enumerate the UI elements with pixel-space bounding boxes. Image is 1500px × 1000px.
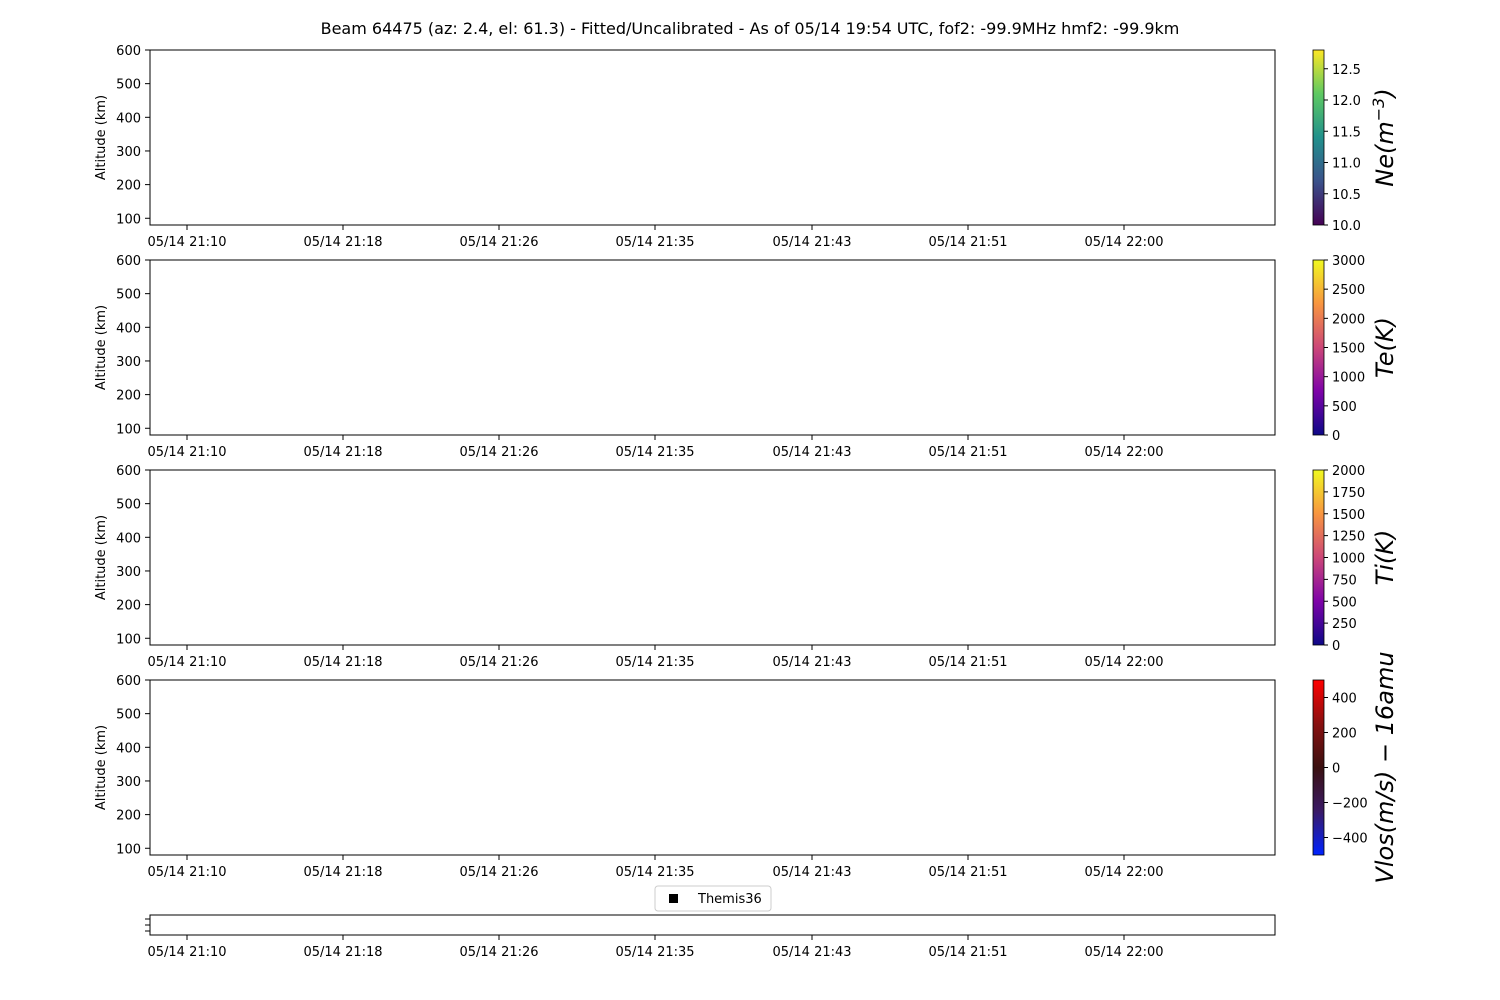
y-tick-label: 100 [116,842,141,858]
legend-marker-square [669,894,678,903]
colorbar-tick-label: 750 [1332,573,1357,589]
y-tick-label: 600 [116,464,141,479]
x-tick-label: 05/14 21:26 [459,445,539,460]
x-tick-label: 05/14 21:26 [459,865,539,880]
y-tick-label: 400 [116,531,141,547]
x-tick-label: 05/14 21:35 [615,945,695,960]
colorbar-tick-label: 11.5 [1332,125,1361,141]
y-tick-label: 500 [116,497,141,513]
y-tick-label: 400 [116,741,141,757]
y-tick-label: 300 [116,144,141,160]
x-tick-label: 05/14 21:26 [459,235,539,250]
colorbar [1313,50,1324,225]
y-tick-label: 200 [116,808,141,824]
bottom-strip-panel [145,915,1275,960]
y-axis-label: Altitude (km) [94,724,109,811]
x-tick-label: 05/14 21:35 [615,235,695,250]
x-tick-label: 05/14 21:51 [928,445,1008,460]
y-axis-label: Altitude (km) [94,514,109,601]
x-tick-label: 05/14 21:51 [928,865,1008,880]
x-tick-label: 05/14 21:43 [772,865,852,880]
colorbar [1313,260,1324,435]
colorbar [1313,470,1324,645]
x-tick-label: 05/14 21:26 [459,945,539,960]
y-tick-label: 100 [116,422,141,438]
colorbar-tick-label: 2500 [1332,283,1366,299]
y-tick-label: 300 [116,774,141,790]
y-tick-label: 500 [116,287,141,303]
colorbar-tick-label: 0 [1332,761,1341,777]
y-tick-label: 200 [116,388,141,404]
y-tick-label: 200 [116,598,141,614]
colorbar-tick-label: 400 [1332,691,1357,707]
y-tick-label: 400 [116,111,141,127]
colorbar-tick-label: 2000 [1332,312,1366,328]
x-tick-label: 05/14 21:51 [928,945,1008,960]
plot-area [150,260,1275,435]
y-tick-label: 300 [116,354,141,370]
x-tick-label: 05/14 22:00 [1084,655,1164,670]
colorbar-tick-label: 1500 [1332,507,1366,523]
colorbar-tick-label: 12.0 [1332,94,1361,109]
colorbar-label: Vlos(m/s) − 16amu [1371,651,1399,884]
chart-title: Beam 64475 (az: 2.4, el: 61.3) - Fitted/Uncalibrated - As of 05/14 19:54 UTC, fof2: -99.9MHz hmf2: -99.9km [320,19,1180,38]
plot-area [150,50,1275,225]
x-tick-label: 05/14 22:00 [1084,865,1164,880]
plot-area [150,680,1275,855]
x-tick-label: 05/14 21:43 [772,445,852,460]
y-tick-label: 100 [116,212,141,228]
x-tick-label: 05/14 21:10 [147,445,227,460]
x-tick-label: 05/14 21:18 [303,655,383,670]
x-tick-label: 05/14 21:43 [772,655,852,670]
colorbar-label [1369,88,1399,186]
colorbar-tick-label: 1000 [1332,370,1366,386]
y-tick-label: 600 [116,44,141,59]
y-tick-label: 400 [116,321,141,337]
panels [94,44,1399,884]
colorbar-tick-label: 10.5 [1332,187,1361,203]
colorbar-label-close: ) [1371,88,1399,98]
plot-area [150,470,1275,645]
x-tick-label: 05/14 21:43 [772,945,852,960]
x-tick-label: 05/14 21:51 [928,235,1008,250]
colorbar-label: Ti(K) [1371,529,1399,586]
legend-label: Themis36 [698,892,762,907]
x-tick-label: 05/14 22:00 [1084,235,1164,250]
x-tick-label: 05/14 22:00 [1084,945,1164,960]
y-tick-label: 600 [116,674,141,689]
colorbar-tick-label: 500 [1332,399,1357,415]
x-tick-label: 05/14 22:00 [1084,445,1164,460]
x-tick-label: 05/14 21:43 [772,235,852,250]
colorbar-label-exponent: −3 [1369,97,1388,122]
y-tick-label: 200 [116,178,141,194]
x-tick-label: 05/14 21:18 [303,945,383,960]
colorbar-tick-label: 10.0 [1332,219,1361,234]
x-tick-label: 05/14 21:18 [303,445,383,460]
x-tick-label: 05/14 21:26 [459,655,539,670]
x-tick-label: 05/14 21:10 [147,865,227,880]
colorbar-tick-label: 3000 [1332,254,1366,269]
x-tick-label: 05/14 21:51 [928,655,1008,670]
colorbar-tick-label: 12.5 [1332,62,1361,78]
x-tick-label: 05/14 21:10 [147,945,227,960]
colorbar-tick-label: 500 [1332,595,1357,611]
colorbar [1313,680,1324,855]
colorbar-tick-label: 250 [1332,617,1357,633]
x-tick-label: 05/14 21:10 [147,235,227,250]
colorbar-tick-label: 0 [1332,429,1341,444]
colorbar-tick-label: 1750 [1332,485,1366,501]
y-tick-label: 500 [116,77,141,93]
legend [655,886,771,911]
y-axis-label: Altitude (km) [94,94,109,181]
panel-2 [94,254,1399,460]
y-tick-label: 300 [116,564,141,580]
y-tick-label: 100 [116,632,141,648]
colorbar-tick-label: 200 [1332,726,1357,742]
x-tick-label: 05/14 21:35 [615,865,695,880]
x-tick-label: 05/14 21:18 [303,235,383,250]
strip-plot-area [150,915,1275,935]
x-tick-label: 05/14 21:35 [615,655,695,670]
x-tick-label: 05/14 21:35 [615,445,695,460]
x-tick-label: 05/14 21:10 [147,655,227,670]
colorbar-tick-label: 1250 [1332,529,1366,545]
colorbar-label: Te(K) [1371,317,1399,378]
panel-3 [94,464,1399,670]
colorbar-tick-label: −200 [1332,796,1368,812]
colorbar-tick-label: 0 [1332,639,1341,654]
colorbar-tick-label: −400 [1332,831,1368,847]
y-tick-label: 600 [116,254,141,269]
colorbar-label-base: Ne(m [1371,121,1399,187]
panel-4 [94,651,1399,883]
y-axis-label: Altitude (km) [94,304,109,391]
colorbar-tick-label: 2000 [1332,464,1366,479]
panel-1 [94,44,1399,250]
colorbar-tick-label: 1500 [1332,341,1366,357]
x-tick-label: 05/14 21:18 [303,865,383,880]
y-tick-label: 500 [116,707,141,723]
colorbar-tick-label: 11.0 [1332,156,1361,172]
colorbar-tick-label: 1000 [1332,551,1366,567]
